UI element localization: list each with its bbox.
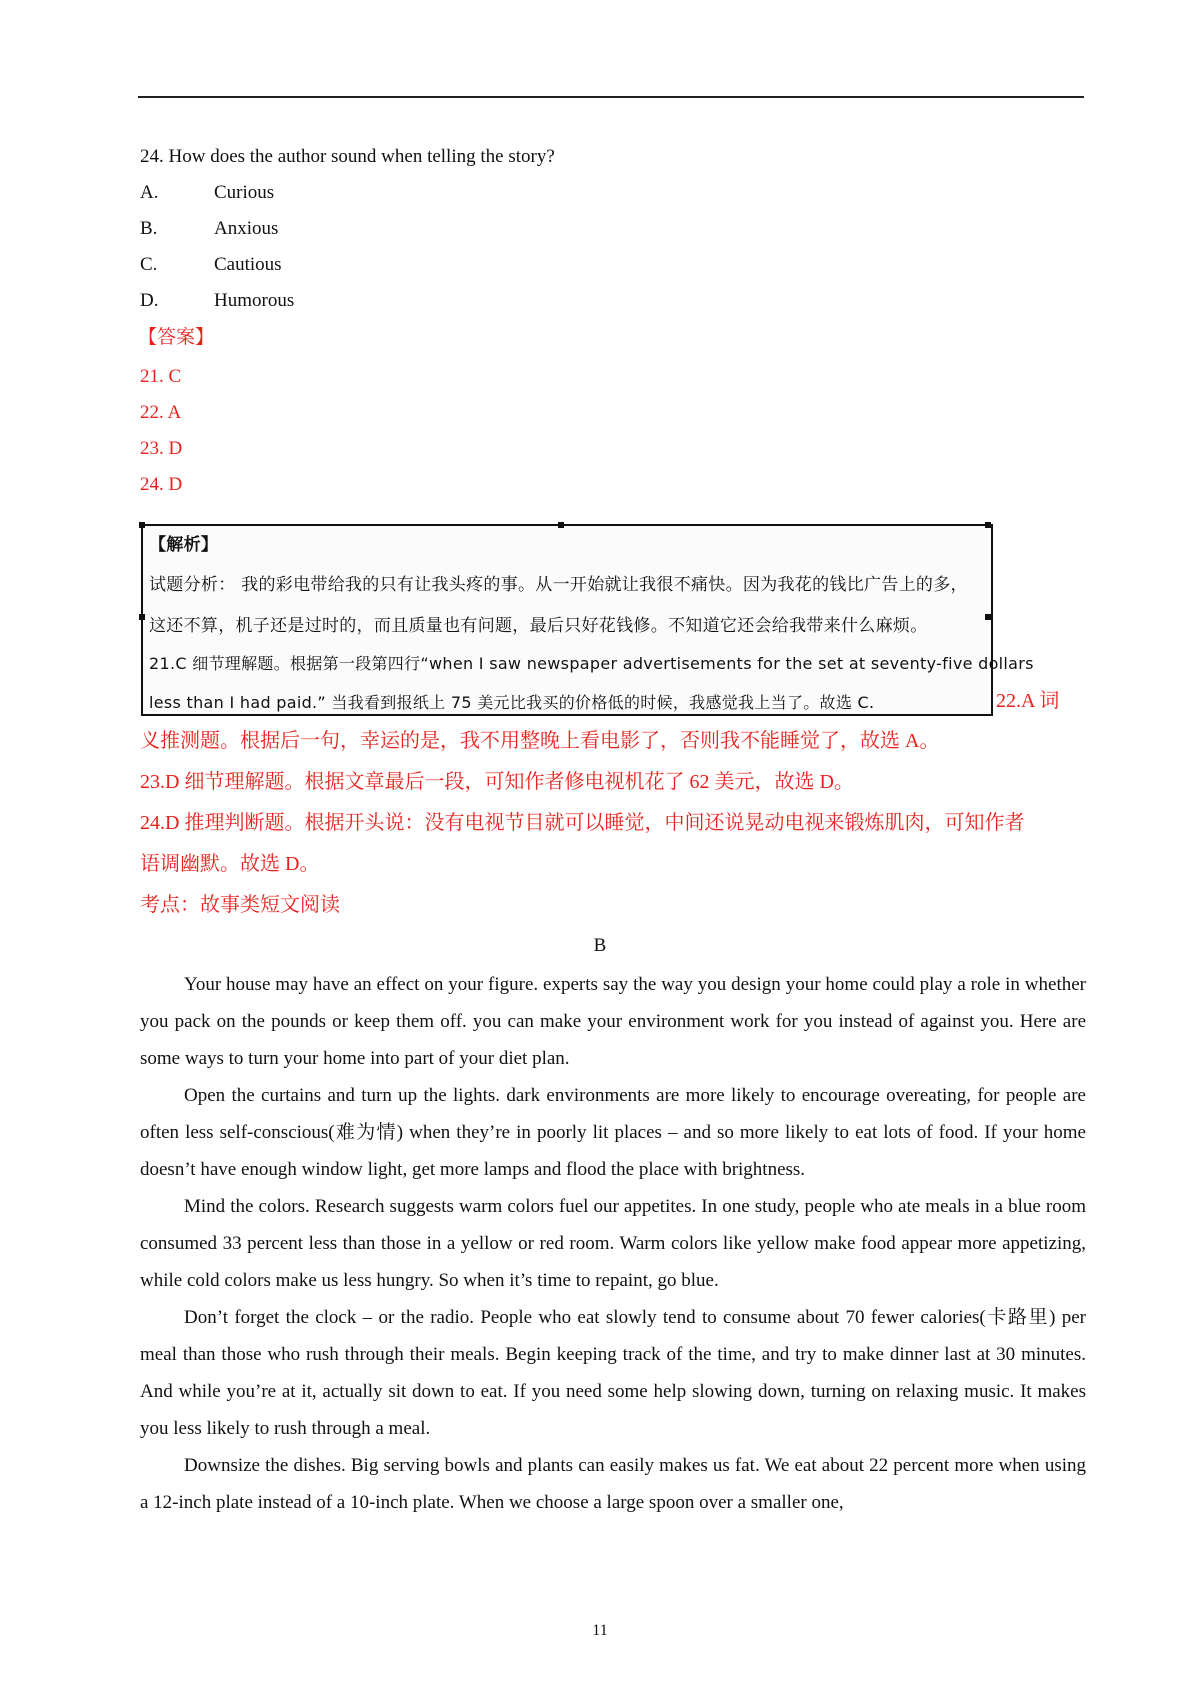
answer-item: 23. D [140, 438, 183, 459]
resize-handle [558, 522, 564, 528]
passage-paragraph: Open the curtains and turn up the lights. dark environments are more likely to encourage overeating, for people are often less self-conscious(难为情) when they’re in poorly lit places – and so more likely to eat lots of food. If your home doesn’t have enough window light, get more lamps and flood the place with brightness. [140, 1085, 1086, 1180]
answer-item: 21. C [140, 366, 182, 387]
passage-paragraph: Don’t forget the clock – or the radio. People who eat slowly tend to consume about 70 fewer calories(卡路里) per meal than those who rush through their meals. Begin keeping track of the time, and try to make dinner last at 30 minutes. And while you’re at it, actually sit down to eat. If you need some help slowing down, turning on relaxing music. It makes you less likely to rush through a meal. [140, 1307, 1086, 1439]
option-c [140, 252, 282, 278]
passage-label: B [593, 935, 607, 956]
option-letter: C. [140, 254, 158, 275]
analysis-heading: 【解析】 [149, 535, 219, 555]
resize-handle [985, 522, 991, 528]
answer-item: 22. A [140, 402, 182, 423]
option-d [140, 288, 294, 314]
explanation-24-line2: 语调幽默。故选 D。 [140, 853, 320, 875]
explanation-23: 23.D 细节理解题。根据文章最后一段，可知作者修电视机花了 62 美元，故选 D。 [140, 771, 854, 793]
analysis-line: 这还不算，机子还是过时的，而且质量也有问题，最后只好花钱修。不知道它还会给我带来什么麻烦。 [149, 616, 928, 636]
resize-handle [985, 614, 991, 620]
option-b [140, 216, 278, 242]
analysis-line: 试题分析： 我的彩电带给我的只有让我头疼的事。从一开始就让我很不痛快。因为我花的钱比广告上的多， [149, 575, 968, 595]
explanation-24-line1: 24.D 推理判断题。根据开头说：没有电视节目就可以睡觉，中间还说晃动电视来锻炼肌肉，可知作者 [140, 812, 1025, 834]
answer-heading: 【答案】 [138, 327, 215, 348]
explanation-22-start: 22.A 词 [996, 690, 1060, 712]
option-letter: A. [140, 182, 159, 203]
option-text: Curious [214, 182, 275, 203]
question-stem: 24. How does the author sound when telling the story? [140, 146, 555, 167]
passage-paragraph: Downsize the dishes. Big serving bowls and plants can easily makes us fat. We eat about 22 percent more when using a 12-inch plate instead of a 10-inch plate. When we choose a large spoon over a smaller one, [140, 1455, 1086, 1513]
option-text: Humorous [214, 290, 295, 311]
passage-paragraph: Mind the colors. Research suggests warm colors fuel our appetites. In one study, people who ate meals in a blue room consumed 33 percent less than those in a yellow or red room. Warm colors like yellow make food appear more appetizing, while cold colors make us less hungry. So when it’s time to repaint, go blue. [140, 1196, 1086, 1291]
option-text: Cautious [214, 254, 282, 275]
resize-handle [139, 614, 145, 620]
kaodian: 考点：故事类短文阅读 [140, 894, 340, 916]
option-text: Anxious [214, 218, 279, 239]
option-letter: D. [140, 290, 159, 311]
page-number: 11 [592, 1622, 608, 1639]
analysis-line: 21.C 细节理解题。根据第一段第四行“when I saw newspaper advertisements for the set at seventy-five dollars [149, 654, 1034, 673]
header-rule [138, 96, 1084, 98]
explanation-22-cont: 义推测题。根据后一句，幸运的是，我不用整晚上看电影了，否则我不能睡觉了，故选 A。 [140, 730, 940, 752]
answer-item: 24. D [140, 474, 183, 495]
passage-paragraph: Your house may have an effect on your figure. experts say the way you design your home could play a role in whether you pack on the pounds or keep them off. you can make your environment work for you instead of against you. Here are some ways to turn your home into part of your diet plan. [140, 974, 1086, 1069]
option-a [140, 180, 274, 206]
option-letter: B. [140, 218, 158, 239]
analysis-line: less than I had paid.” 当我看到报纸上 75 美元比我买的价格低的时候，我感觉我上当了。故选 C. [149, 693, 875, 712]
resize-handle [139, 522, 145, 528]
